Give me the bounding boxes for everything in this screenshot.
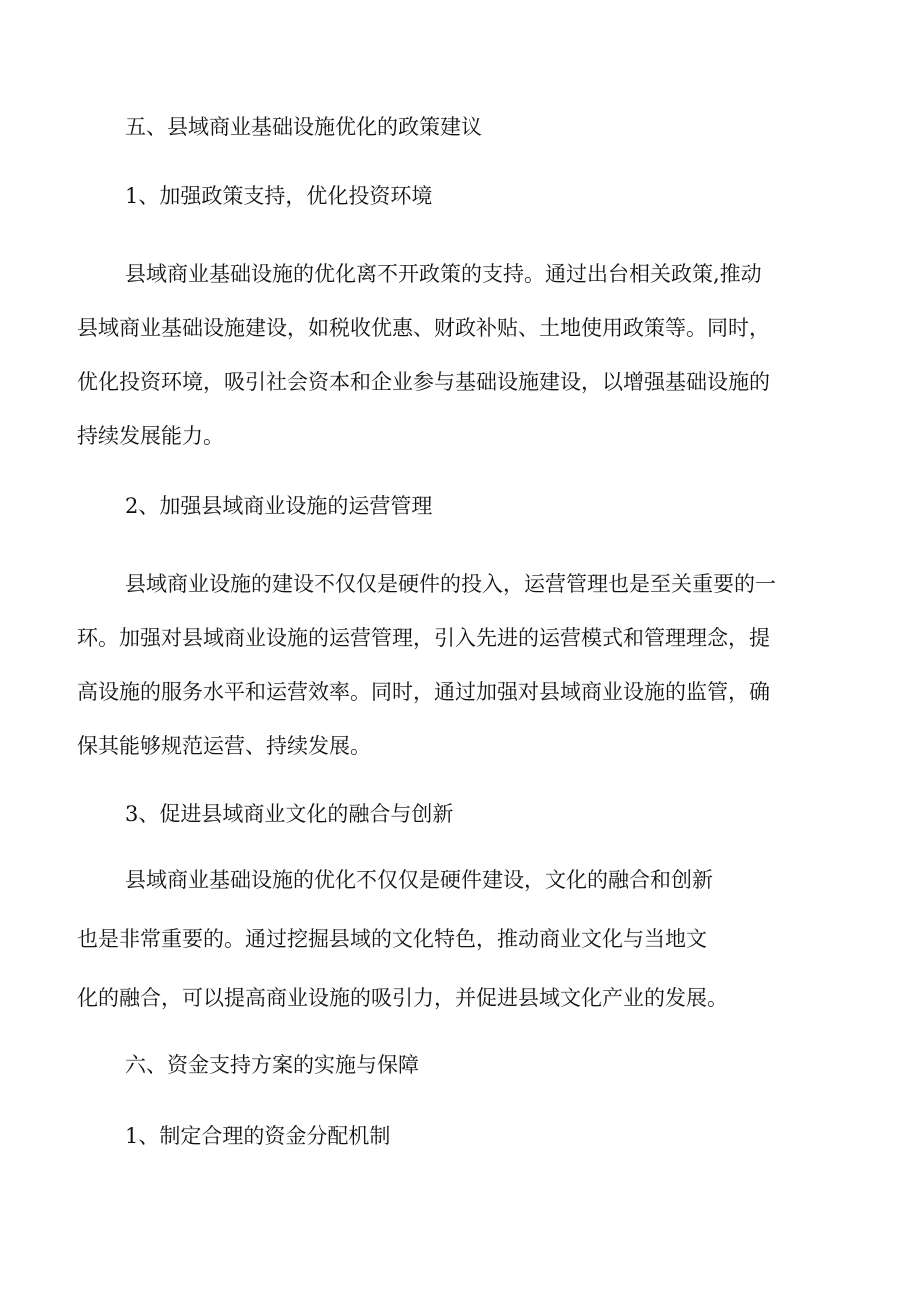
- section-heading: 六、资金支持方案的实施与保障: [125, 1053, 419, 1077]
- paragraph-line: 持续发展能力。: [77, 424, 224, 448]
- paragraph-line: 县域商业基础设施建设，如税收优惠、财政补贴、土地使用政策等。同时，: [77, 316, 770, 340]
- paragraph-line: 县域商业基础设施的优化不仅仅是硬件建设，文化的融合和创新: [125, 868, 713, 892]
- subsection-heading: 3、促进县域商业文化的融合与创新: [125, 802, 454, 826]
- subsection-heading: 2、加强县域商业设施的运营管理: [125, 494, 433, 518]
- paragraph-line: 高设施的服务水平和运营效率。同时，通过加强对县域商业设施的监管，确: [77, 680, 770, 704]
- paragraph-line: 优化投资环境，吸引社会资本和企业参与基础设施建设，以增强基础设施的: [77, 370, 770, 394]
- section-heading: 五、县域商业基础设施优化的政策建议: [125, 115, 482, 139]
- paragraph-line: 县域商业设施的建设不仅仅是硬件的投入，运营管理也是至关重要的一: [125, 572, 776, 596]
- paragraph-line: 县域商业基础设施的优化离不开政策的支持。通过出台相关政策,推动: [125, 262, 762, 286]
- subsection-heading: 1、加强政策支持，优化投资环境: [125, 184, 433, 208]
- paragraph-line: 化的融合，可以提高商业设施的吸引力，并促进县域文化产业的发展。: [77, 986, 728, 1010]
- subsection-heading: 1、制定合理的资金分配机制: [125, 1124, 391, 1148]
- paragraph-line: 也是非常重要的。通过挖掘县域的文化特色，推动商业文化与当地文: [77, 927, 707, 951]
- paragraph-line: 环。加强对县域商业设施的运营管理，引入先进的运营模式和管理理念，提: [77, 626, 770, 650]
- paragraph-line: 保其能够规范运营、持续发展。: [77, 734, 371, 758]
